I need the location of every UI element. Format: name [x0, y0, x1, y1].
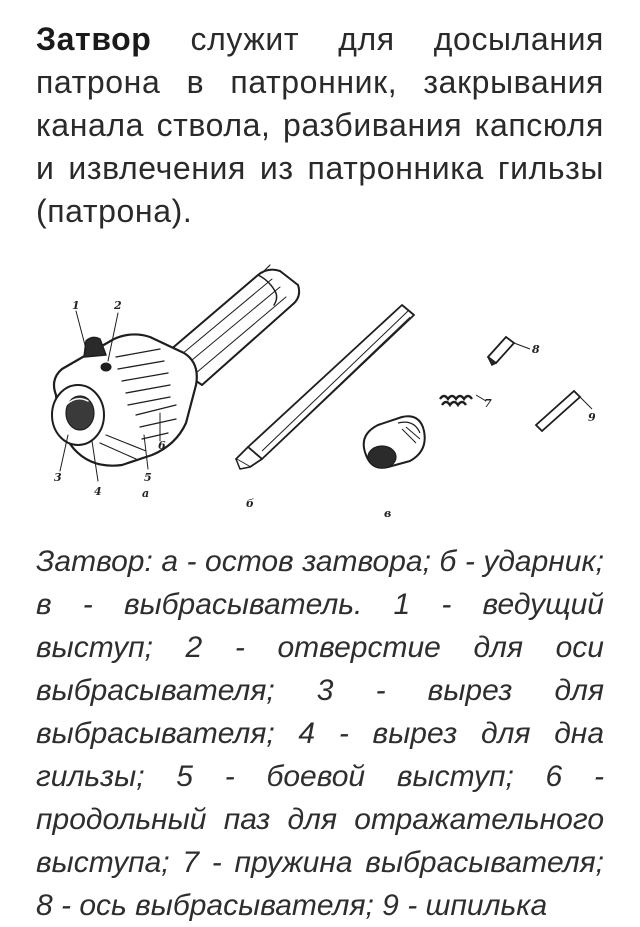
extractor-spring-drawing — [440, 395, 486, 405]
label-6: 6 — [158, 439, 166, 452]
intro-term: Затвор — [36, 21, 152, 57]
label-5: 5 — [144, 471, 152, 484]
label-1: 1 — [72, 299, 80, 312]
label-v: в — [384, 507, 392, 520]
intro-text: служит для досылания патрона в патронник, закрывания канала ствола, разбивания капсюля и извлечения из патронника гильзы (патрона). — [36, 21, 604, 229]
bolt-illustration — [36, 245, 604, 535]
label-b: б — [246, 497, 254, 510]
bolt-figure — [36, 245, 604, 535]
label-8: 8 — [532, 343, 540, 356]
intro-paragraph — [36, 18, 604, 233]
label-2: 2 — [114, 299, 122, 312]
label-a: а — [142, 487, 150, 500]
extractor-axis-drawing — [488, 337, 530, 365]
pin-drawing — [536, 391, 592, 431]
label-9: 9 — [588, 411, 596, 424]
label-3: 3 — [54, 471, 62, 484]
label-7: 7 — [484, 397, 492, 410]
label-4: 4 — [94, 485, 102, 498]
extractor-drawing — [364, 416, 425, 468]
figure-caption: Затвор: а - остов затвора; б - ударник; в - выбрасыватель. 1 - ведущий выступ; 2 - отверстие для оси выбрасывателя; 3 - вырез для выбрасывателя; 4 - вырез для дна гильзы; 5 - боевой выступ; 6 - продольный паз для отражательного выступа; 7 - пружина выбрасывателя; 8 - ось выбрасывателя; 9 - шпилька — [36, 545, 604, 922]
